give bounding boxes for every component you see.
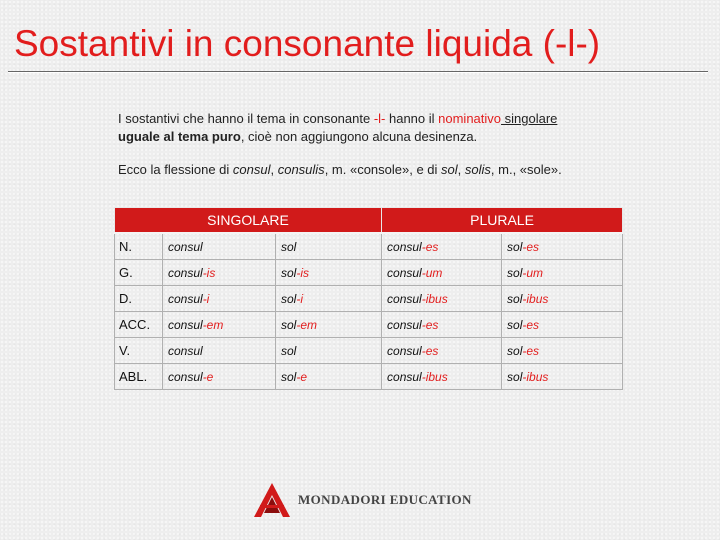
table-header-row <box>115 208 623 234</box>
case-label: G. <box>115 260 163 286</box>
table-body <box>115 233 623 390</box>
form-stem: consul <box>168 265 203 280</box>
form-ending: -um <box>522 265 544 280</box>
form-cell <box>276 286 382 312</box>
form-stem: consul <box>168 369 203 384</box>
form-cell <box>502 260 623 286</box>
form-cell <box>163 364 276 390</box>
form-cell <box>276 364 382 390</box>
form-cell <box>502 364 623 390</box>
table-row <box>115 286 623 312</box>
table-row <box>115 233 623 260</box>
case-label: V. <box>115 338 163 364</box>
form-stem: consul <box>387 343 422 358</box>
form-stem: sol <box>281 291 297 306</box>
example-sentence <box>118 161 638 179</box>
example-word-consul: consul <box>232 162 271 177</box>
form-stem: sol <box>281 343 297 358</box>
form-cell <box>502 338 623 364</box>
form-ending: -em <box>202 317 224 332</box>
table-row <box>115 338 623 364</box>
case-label: N. <box>115 233 163 260</box>
form-cell <box>382 364 502 390</box>
form-ending: -e <box>296 369 308 384</box>
form-cell <box>163 312 276 338</box>
form-stem: consul <box>168 317 203 332</box>
form-cell <box>163 286 276 312</box>
form-stem: sol <box>507 369 523 384</box>
form-ending: -i <box>202 291 210 306</box>
form-cell <box>382 312 502 338</box>
form-ending: -es <box>421 239 439 254</box>
form-ending: -um <box>421 265 443 280</box>
form-ending: -i <box>296 291 304 306</box>
example-sep-2: , <box>457 162 465 177</box>
form-stem: sol <box>507 317 523 332</box>
form-cell <box>276 338 382 364</box>
form-stem: consul <box>387 291 422 306</box>
example-text-3: , m., «sole». <box>490 162 562 177</box>
intro-text-2: hanno il <box>385 111 439 126</box>
form-ending: -ibus <box>421 369 448 384</box>
form-cell <box>163 233 276 260</box>
example-text-2: , m. «console», e di <box>324 162 442 177</box>
form-ending: -ibus <box>421 291 448 306</box>
example-word-sol: sol <box>441 162 458 177</box>
form-cell <box>276 260 382 286</box>
case-label: D. <box>115 286 163 312</box>
intro-singular: singolare <box>501 111 558 126</box>
form-stem: sol <box>507 239 523 254</box>
form-stem: consul <box>168 239 203 254</box>
intro-text-3: , cioè non aggiungono alcuna desinenza. <box>240 129 478 144</box>
form-stem: sol <box>281 239 297 254</box>
example-text-1: Ecco la flessione di <box>118 162 233 177</box>
publisher-logo <box>250 481 510 521</box>
intro-pure-stem: uguale al tema puro <box>118 129 241 144</box>
form-stem: consul <box>387 239 422 254</box>
form-cell <box>382 233 502 260</box>
publisher-name: MONDADORI EDUCATION <box>298 492 472 507</box>
form-cell <box>502 233 623 260</box>
form-cell <box>382 260 502 286</box>
form-stem: sol <box>281 369 297 384</box>
form-ending: -e <box>202 369 214 384</box>
form-cell <box>502 286 623 312</box>
form-cell <box>163 260 276 286</box>
form-stem: consul <box>387 369 422 384</box>
title-divider <box>8 71 708 72</box>
form-cell <box>276 312 382 338</box>
form-stem: sol <box>507 291 523 306</box>
intro-nominative: nominativo <box>438 111 502 126</box>
case-label: ACC. <box>115 312 163 338</box>
form-cell <box>276 233 382 260</box>
form-ending: -is <box>202 265 216 280</box>
form-stem: sol <box>507 343 523 358</box>
intro-text-1: I sostantivi che hanno il tema in consonante <box>118 111 374 126</box>
case-label: ABL. <box>115 364 163 390</box>
slide-title: Sostantivi in consonante liquida (-l-) <box>14 23 601 64</box>
form-cell <box>382 338 502 364</box>
form-ending: -es <box>522 317 540 332</box>
form-stem: sol <box>507 265 523 280</box>
intro-stem-ending: -l- <box>373 111 386 126</box>
table-row <box>115 260 623 286</box>
example-word-solis: solis <box>464 162 491 177</box>
table-row <box>115 364 623 390</box>
form-ending: -ibus <box>522 369 549 384</box>
form-cell <box>502 312 623 338</box>
table-row <box>115 312 623 338</box>
intro-paragraph <box>118 110 618 146</box>
form-ending: -es <box>522 343 540 358</box>
form-cell <box>382 286 502 312</box>
plural-header: PLURALE <box>382 208 623 234</box>
mondadori-logo-icon <box>250 481 294 521</box>
form-stem: consul <box>387 317 422 332</box>
form-stem: consul <box>168 343 203 358</box>
form-ending: -es <box>421 343 439 358</box>
declension-table <box>114 207 623 390</box>
form-stem: consul <box>168 291 203 306</box>
form-ending: -ibus <box>522 291 549 306</box>
singular-header: SINGOLARE <box>115 208 382 234</box>
form-stem: consul <box>387 265 422 280</box>
form-ending: -is <box>296 265 310 280</box>
example-word-consulis: consulis <box>277 162 325 177</box>
form-ending: -es <box>421 317 439 332</box>
form-cell <box>163 338 276 364</box>
form-ending: -es <box>522 239 540 254</box>
form-ending: -em <box>296 317 318 332</box>
example-sep-1: , <box>270 162 278 177</box>
form-stem: sol <box>281 317 297 332</box>
form-stem: sol <box>281 265 297 280</box>
